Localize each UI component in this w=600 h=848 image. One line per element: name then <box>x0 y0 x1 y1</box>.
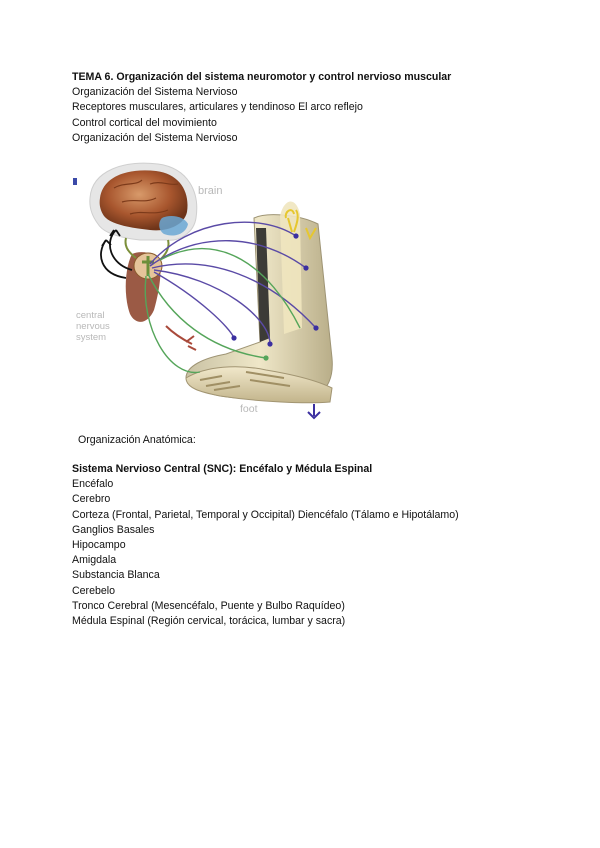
header-block <box>72 70 542 146</box>
snc-section <box>72 462 542 629</box>
head-silhouette <box>90 163 197 240</box>
section-heading: Sistema Nervioso Central (SNC): Encéfalo y Médula Espinal <box>72 463 373 475</box>
label-cns-2: nervous <box>76 321 110 332</box>
header-line: Control cortical del movimiento <box>72 116 217 129</box>
list-item: Médula Espinal (Región cervical, torácica, lumbar y sacra) <box>72 615 346 628</box>
nervous-system-illustration <box>70 158 354 428</box>
label-cns-1: central <box>76 310 105 321</box>
header-line: Organización del Sistema Nervioso <box>72 131 238 144</box>
header-line: Receptores musculares, articulares y tendinoso El arco reflejo <box>72 101 363 114</box>
list-item: Ganglios Basales <box>72 523 155 536</box>
margin-marker-icon <box>73 178 77 185</box>
list-item: Corteza (Frontal, Parietal, Temporal y Occipital) Diencéfalo (Tálamo e Hipotálamo) <box>72 508 459 521</box>
list-item: Encéfalo <box>72 478 114 491</box>
list-item: Tronco Cerebral (Mesencéfalo, Puente y Bulbo Raquídeo) <box>72 599 345 612</box>
spinal-cord-section-icon <box>125 238 196 350</box>
figure-caption: Organización Anatómica: <box>78 434 196 446</box>
list-item: Hipocampo <box>72 539 126 552</box>
list-item: Amigdala <box>72 554 117 567</box>
list-item: Cerebro <box>72 493 111 506</box>
list-item: Cerebelo <box>72 584 115 597</box>
header-line: Organización del Sistema Nervioso <box>72 86 238 99</box>
document-title: TEMA 6. Organización del sistema neuromotor y control nervioso muscular <box>72 71 452 83</box>
label-cns-3: system <box>76 332 107 343</box>
list-item: Substancia Blanca <box>72 569 160 582</box>
label-foot: foot <box>240 403 258 415</box>
label-brain: brain <box>198 185 223 197</box>
